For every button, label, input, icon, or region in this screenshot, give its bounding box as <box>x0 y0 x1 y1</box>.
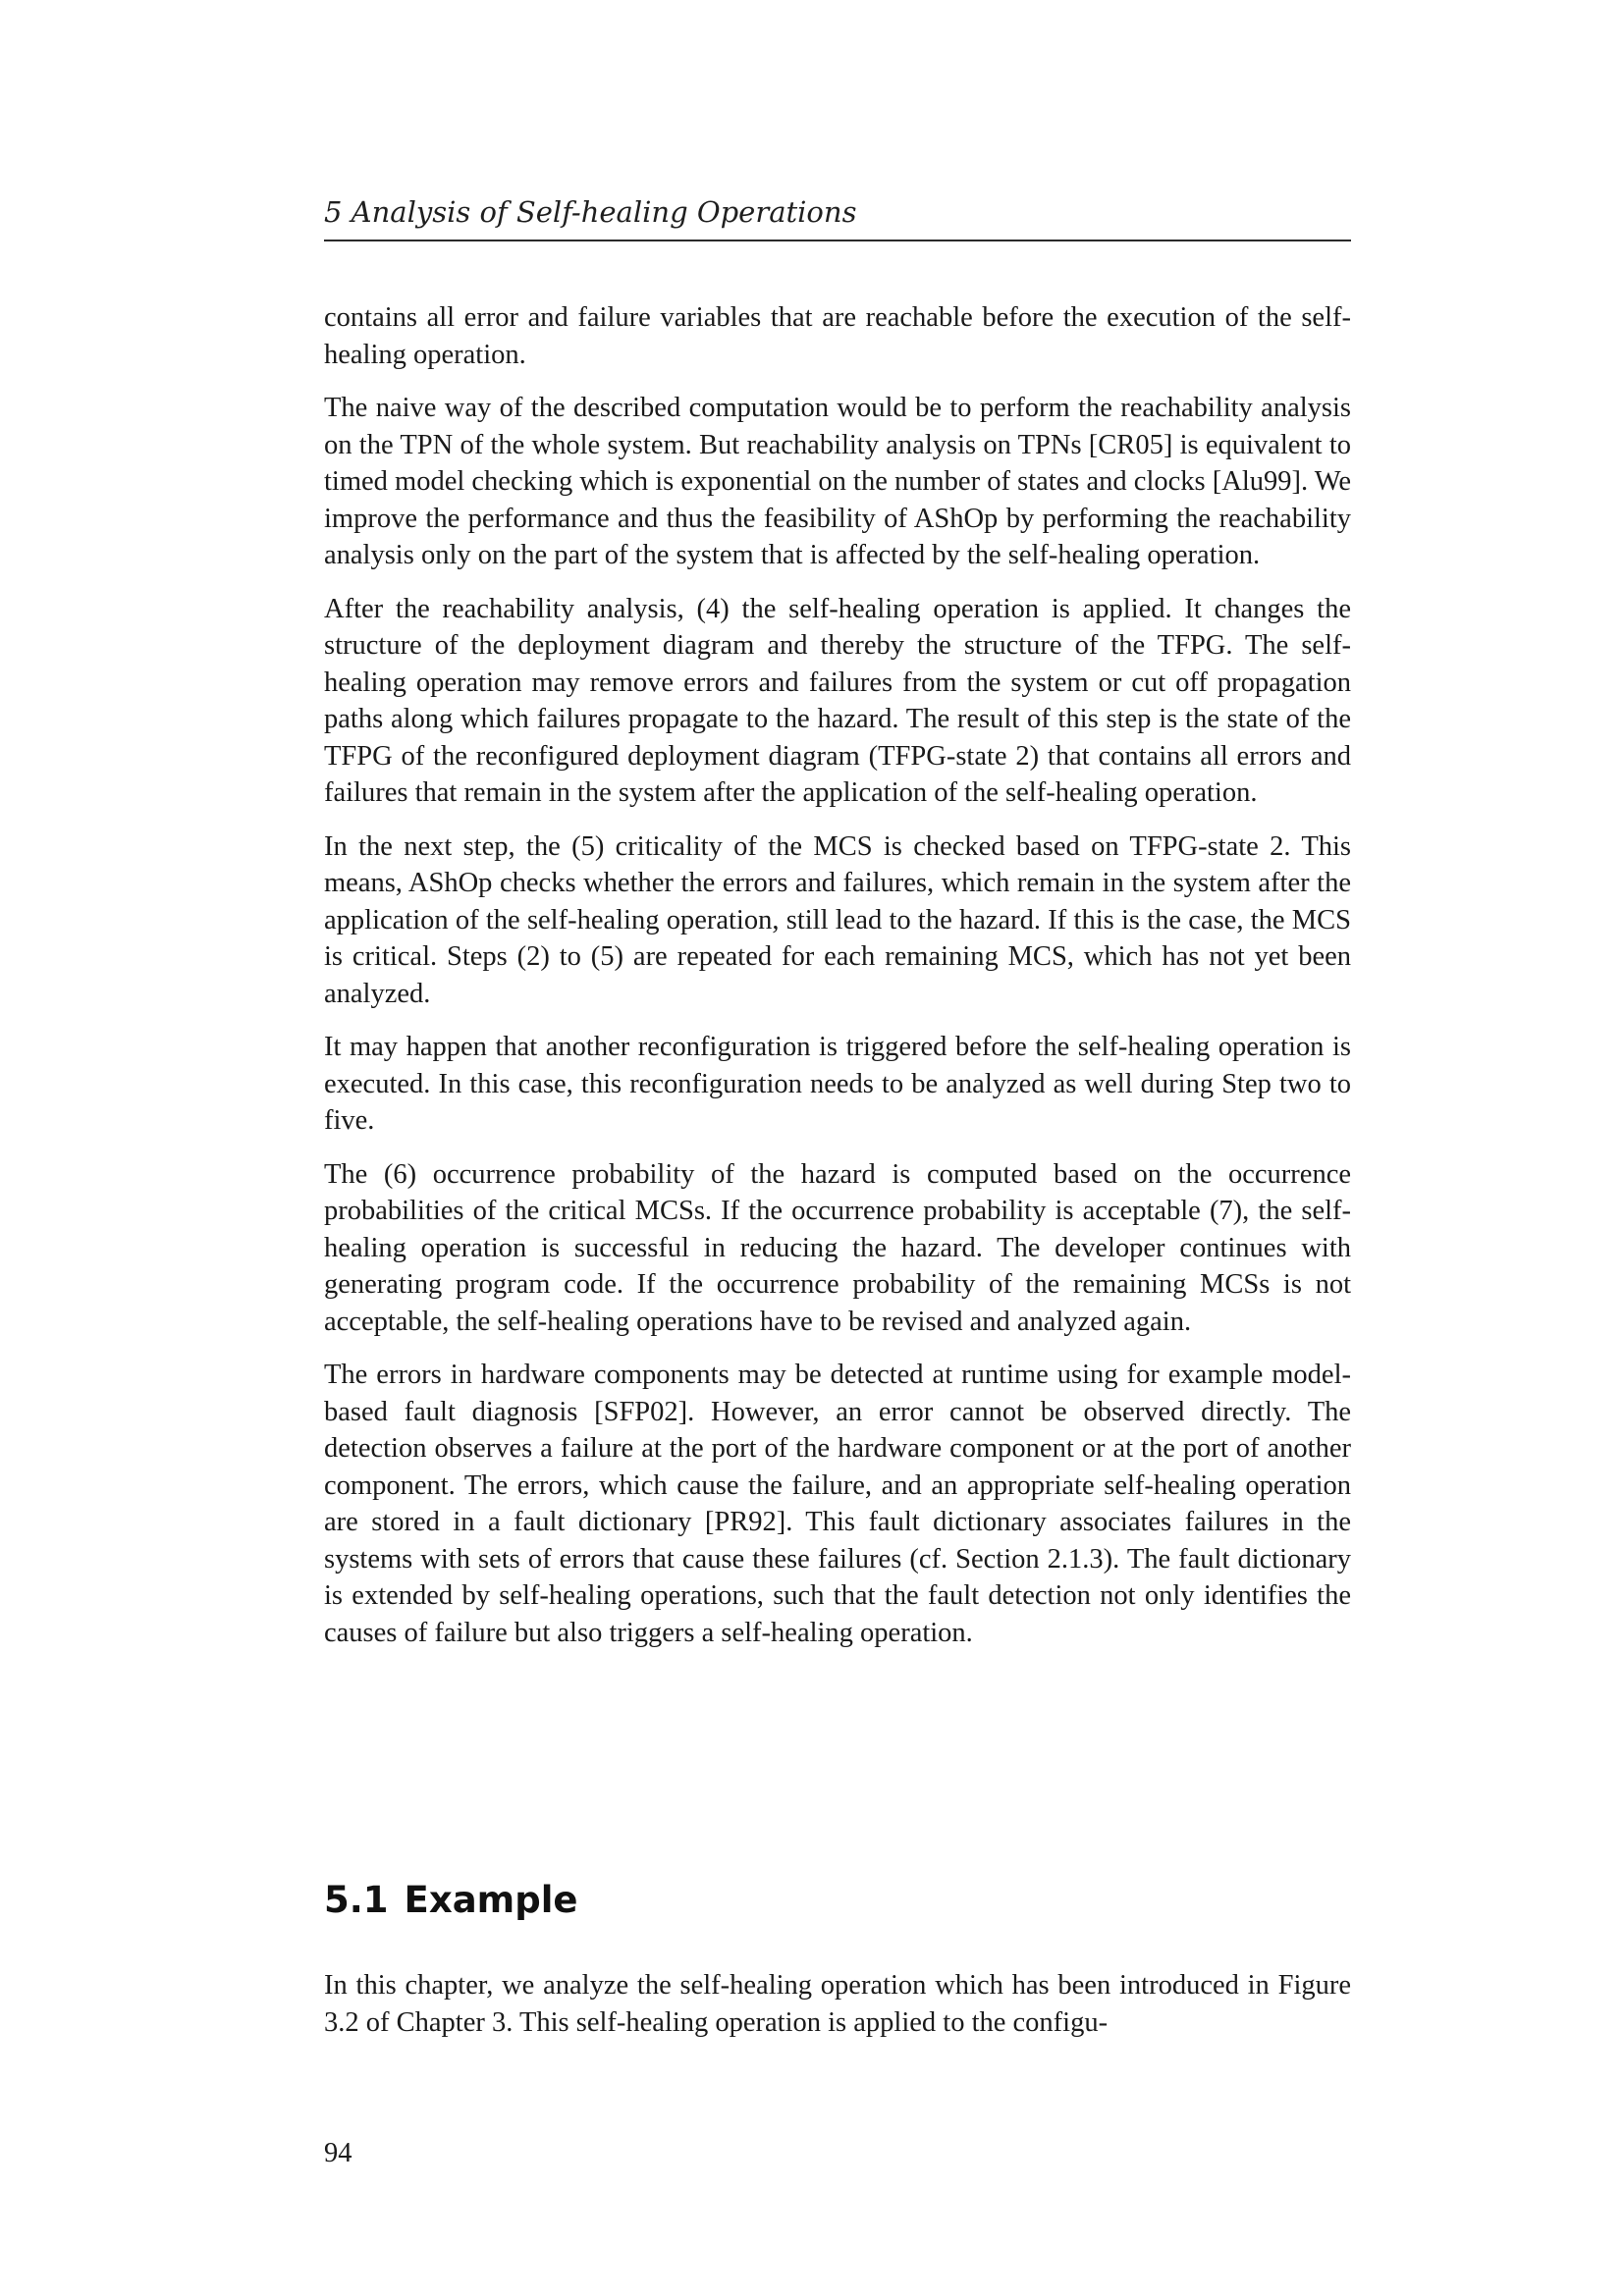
section-title: Example <box>404 1879 578 1921</box>
page-number: 94 <box>324 2138 352 2168</box>
paragraph-4: In the next step, the (5) criticality of the MCS is checked based on TFPG-state 2. This means, AShOp checks whether the errors and failures, which remain in the system after the application of the self-healing operation, still lead to the hazard. If this is the case, the MCS is critical. Steps (2) to (5) are repeated for each remaining MCS, which has not yet been analyzed. <box>324 830 1351 1009</box>
paragraph-2: The naive way of the described computation would be to perform the reachability analysis on the TPN of the whole system. But reachability analysis on TPNs [CR05] is equivalent to timed model checking which is exponential on the number of states and clocks [Alu99]. We improve the performance and thus the feasibility of AShOp by performing the reachability analysis only on the part of the system that is affected by the self-healing operation. <box>324 393 1351 570</box>
section-number: 5.1 <box>324 1879 389 1921</box>
running-header: 5 Analysis of Self-healing Operations <box>324 195 857 229</box>
section-body <box>324 1967 1351 2057</box>
paragraph-3: After the reachability analysis, (4) the self-healing operation is applied. It changes the structure of the deployment diagram and thereby the structure of the TFPG. The self-healing operation may remove errors and failures from the system or cut off propagation paths along which failures propagate to the hazard. The result of this step is the state of the TFPG of the reconfigured deployment diagram (TFPG-state 2) that contains all errors and failures that remain in the system after the application of the self-healing operation. <box>324 593 1351 808</box>
section-paragraph-1: In this chapter, we analyze the self-healing operation which has been introduced in Figure 3.2 of Chapter 3. This self-healing operation is applied to the configu- <box>324 1970 1351 2038</box>
paragraph-5: It may happen that another reconfiguration is triggered before the self-healing operation is executed. In this case, this reconfiguration needs to be analyzed as well during Step two to five. <box>324 1032 1351 1136</box>
paragraph-6: The (6) occurrence probability of the hazard is computed based on the occurrence probabilities of the critical MCSs. If the occurrence probability is acceptable (7), the self-healing operation is successful in reducing the hazard. The developer continues with generating program code. If the occurrence probability of the remaining MCSs is not acceptable, the self-healing operations have to be revised and analyzed again. <box>324 1158 1351 1337</box>
body-text <box>324 299 1351 1668</box>
header-rule <box>324 240 1351 241</box>
paragraph-7: The errors in hardware components may be detected at runtime using for example model-based fault diagnosis [SFP02]. However, an error cannot be observed directly. The detection observes a failure at the port of the hardware component or at the port of another component. The errors, which cause the failure, and an appropriate self-healing operation are stored in a fault dictionary [PR92]. This fault dictionary associates failures in the systems with sets of errors that cause these failures (cf. Section 2.1.3). The fault dictionary is extended by self-healing operations, such that the fault detection not only identifies the causes of failure but also triggers a self-healing operation. <box>324 1360 1351 1648</box>
paragraph-1: contains all error and failure variables that are reachable before the execution of the self-healing operation. <box>324 302 1351 370</box>
section-heading <box>324 1877 1351 1924</box>
